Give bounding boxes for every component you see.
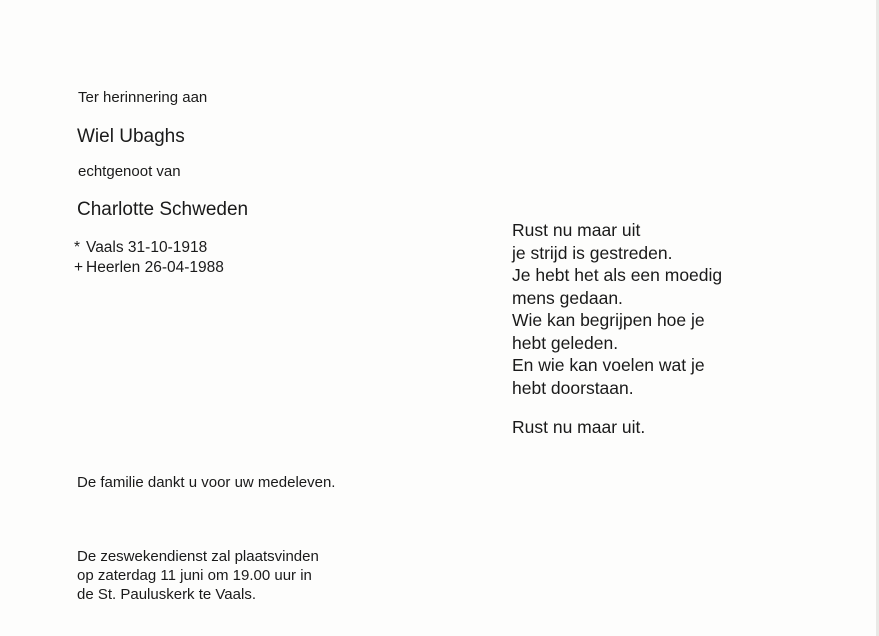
poem-line: Wie kan begrijpen hoe je <box>512 310 705 330</box>
death-symbol: + <box>74 259 84 276</box>
poem-line: hebt geleden. <box>512 332 619 353</box>
service-line: op zaterdag 11 juni om 19.00 uur in <box>77 567 312 584</box>
poem-line: je strijd is gestreden. <box>512 242 673 263</box>
spouse-name: Charlotte Schweden <box>77 199 249 220</box>
service-line: De zeswekendienst zal plaatsvinden <box>77 548 319 565</box>
death-text: Heerlen 26-04-1988 <box>86 259 224 276</box>
deceased-name: Wiel Ubaghs <box>77 126 185 147</box>
poem-line: En wie kan voelen wat je <box>512 355 705 375</box>
birth-text: Vaals 31-10-1918 <box>86 239 208 256</box>
thanks-text: De familie dankt u voor uw medeleven. <box>77 474 336 491</box>
intro-text: Ter herinnering aan <box>78 89 208 106</box>
poem <box>512 219 722 399</box>
death-line <box>74 258 224 278</box>
service-notice <box>77 547 319 604</box>
poem-closing: Rust nu maar uit. <box>512 417 646 437</box>
poem-line: hebt doorstaan. <box>512 377 634 398</box>
relation-text: echtgenoot van <box>78 163 181 180</box>
poem-line: Rust nu maar uit <box>512 220 641 240</box>
service-line: de St. Pauluskerk te Vaals. <box>77 586 256 603</box>
dates-block <box>74 238 224 278</box>
poem-line: mens gedaan. <box>512 287 623 308</box>
poem-line: Je hebt het als een moedig <box>512 265 723 285</box>
birth-line <box>74 238 224 258</box>
birth-symbol: * <box>74 239 81 256</box>
